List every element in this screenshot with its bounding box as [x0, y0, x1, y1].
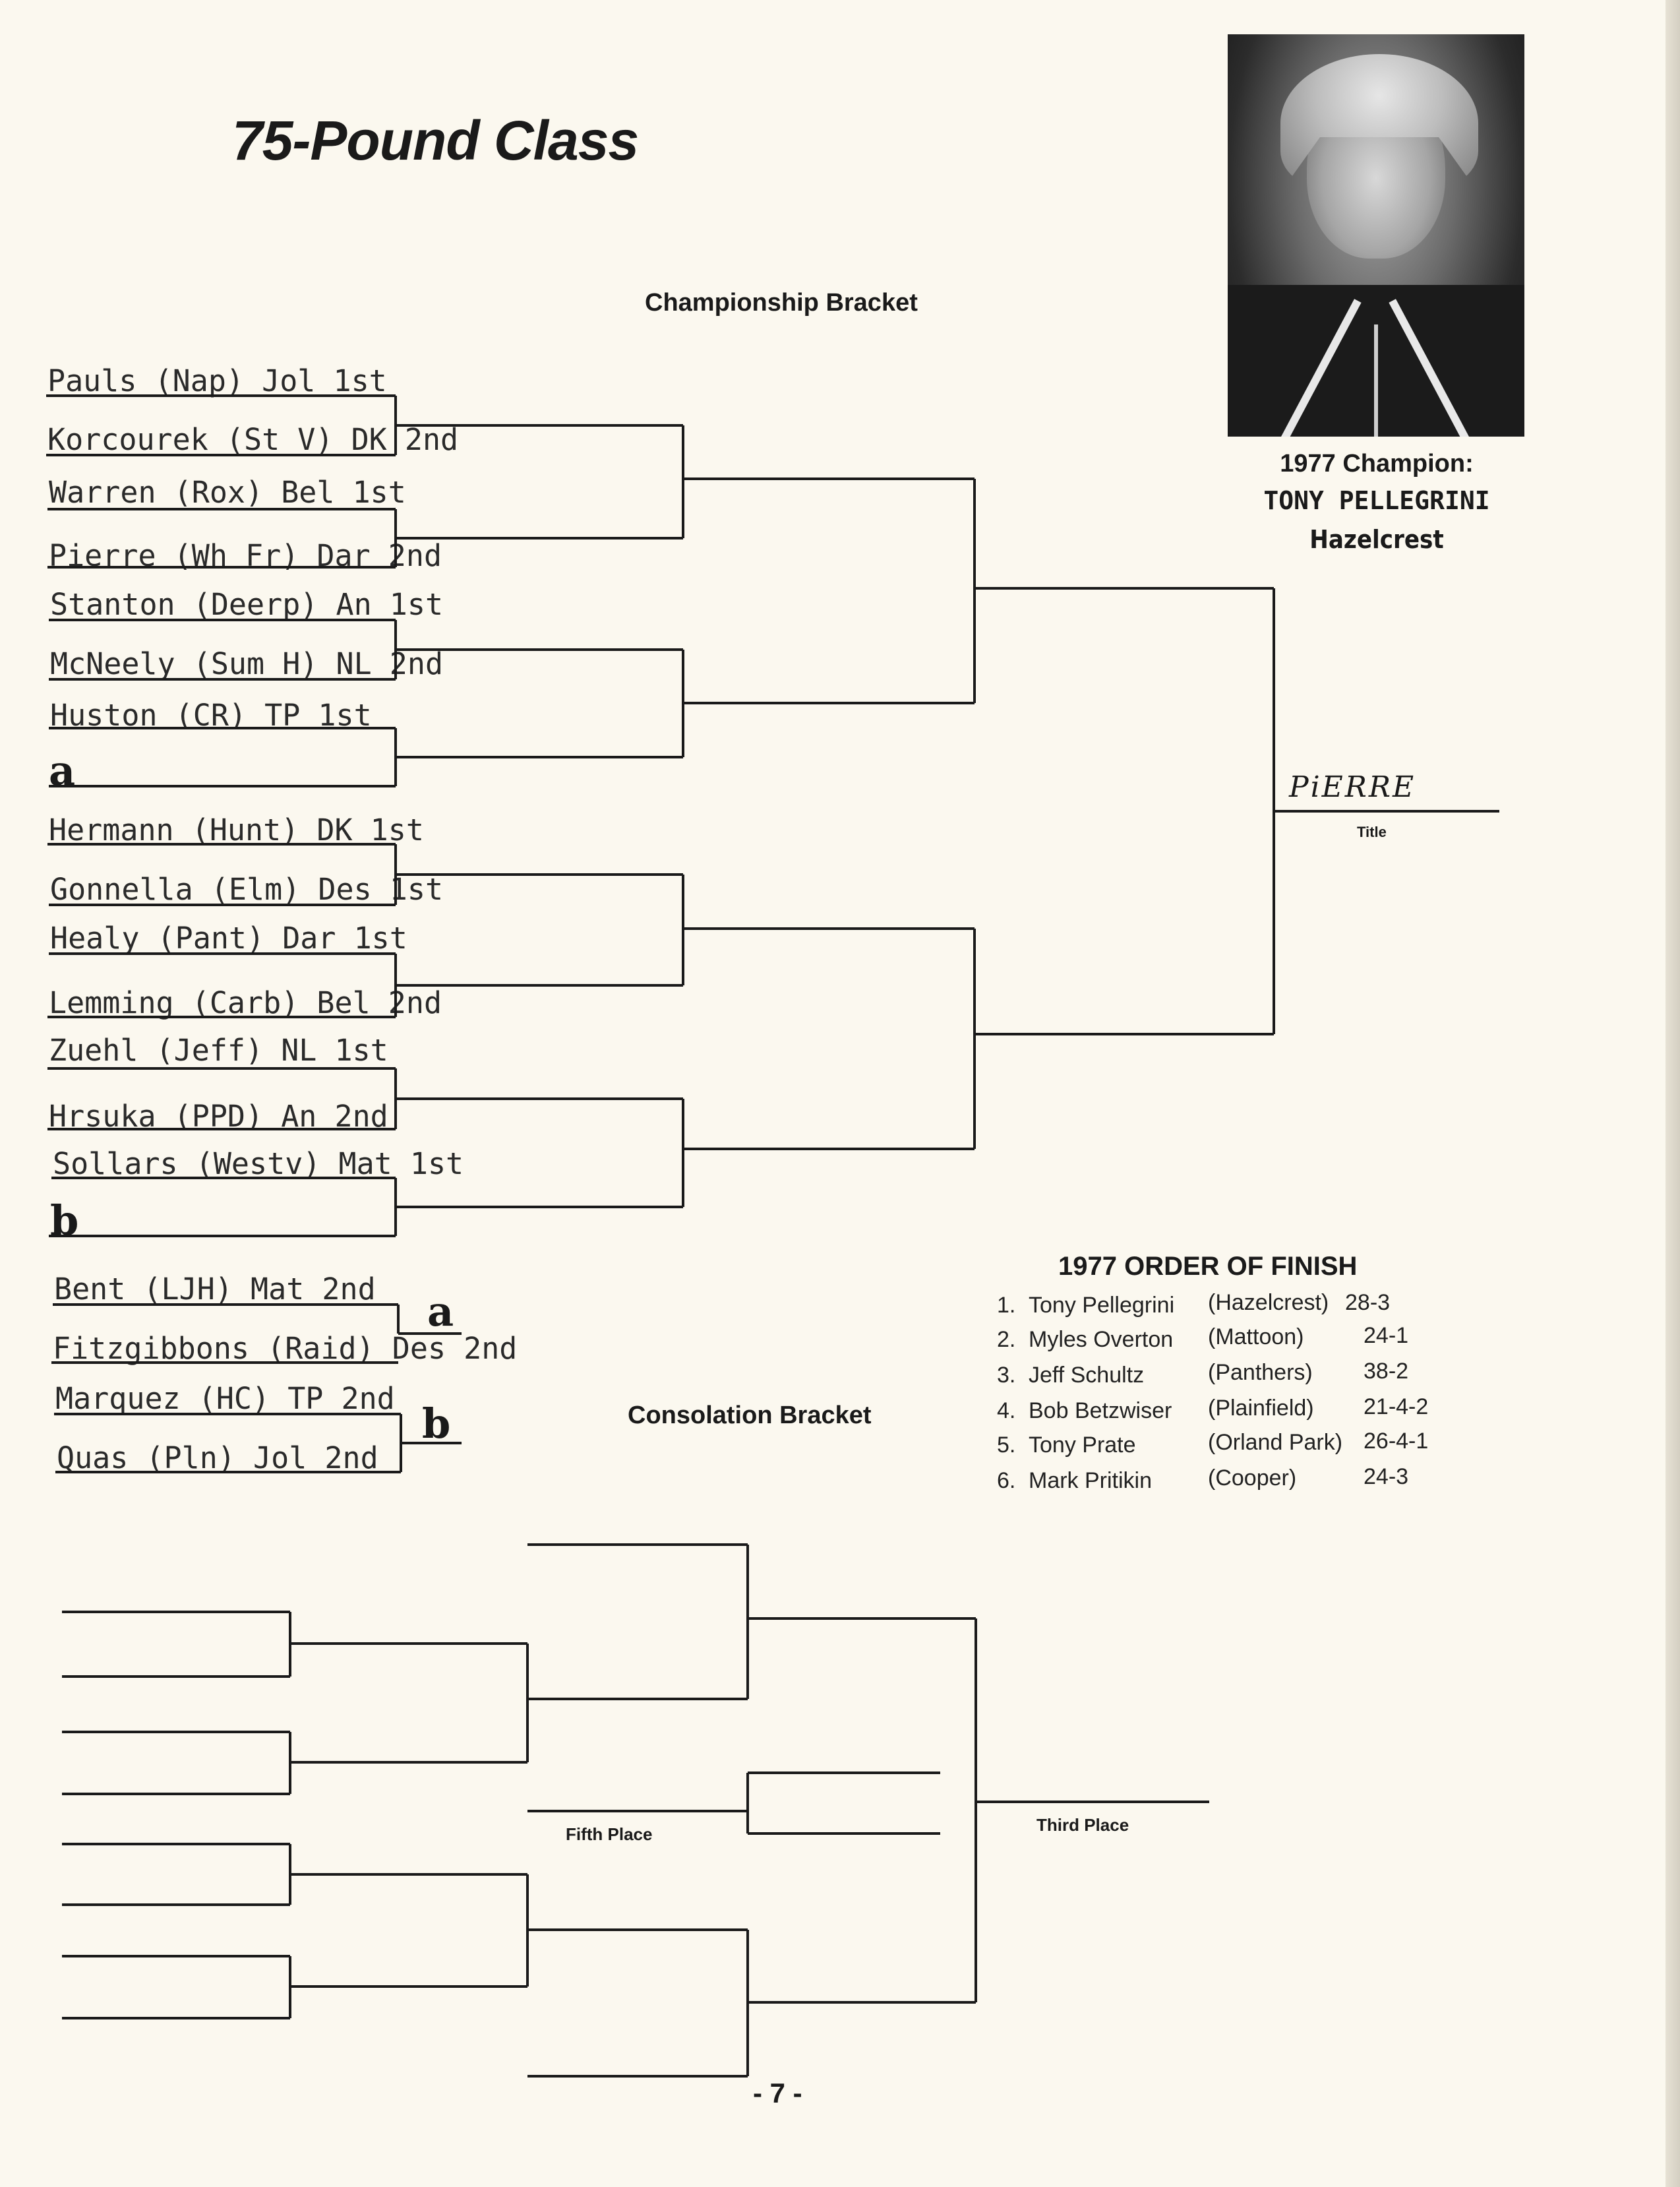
- bracket-entry: Stanton (Deerp) An 1st: [50, 587, 444, 622]
- finish-place: 6.: [997, 1468, 1016, 1493]
- consolation-bracket-label: Consolation Bracket: [628, 1402, 872, 1429]
- finish-record: 26-4-1: [1364, 1429, 1429, 1454]
- finish-name: Tony Pellegrini: [1029, 1293, 1175, 1318]
- seed-label-b: b: [50, 1196, 79, 1245]
- championship-bracket-label: Championship Bracket: [645, 289, 918, 317]
- third-place-label: Third Place: [1036, 1815, 1129, 1835]
- finish-team: (Cooper): [1208, 1465, 1297, 1491]
- title-caption: Title: [1357, 824, 1387, 840]
- finish-team: (Hazelcrest): [1208, 1290, 1329, 1315]
- finish-name: Mark Pritikin: [1029, 1468, 1153, 1493]
- title-winner: PiERRE: [1289, 770, 1416, 804]
- order-of-finish-title: 1977 ORDER OF FINISH: [1058, 1252, 1358, 1281]
- champion-name: TONY PELLEGRINI: [1263, 486, 1490, 515]
- finish-place: 4.: [997, 1398, 1016, 1423]
- bracket-entry: Gonnella (Elm) Des 1st: [50, 872, 444, 907]
- finish-record: 38-2: [1364, 1359, 1409, 1384]
- finish-place: 3.: [997, 1363, 1016, 1388]
- finish-place: 1.: [997, 1293, 1016, 1318]
- bracket-entry: Zuehl (Jeff) NL 1st: [49, 1033, 388, 1068]
- champion-school: Hazelcrest: [1309, 525, 1444, 554]
- bracket-entry: McNeely (Sum H) NL 2nd: [50, 646, 444, 681]
- seed-label-a: a: [49, 747, 76, 795]
- finish-team: (Orland Park): [1208, 1430, 1343, 1455]
- bracket-entry: Huston (CR) TP 1st: [50, 698, 372, 733]
- prelim-entry: Bent (LJH) Mat 2nd: [54, 1272, 376, 1307]
- finish-place: 5.: [997, 1432, 1016, 1458]
- finish-record: 24-3: [1364, 1464, 1409, 1489]
- fifth-place-label: Fifth Place: [566, 1824, 653, 1844]
- finish-record: 24-1: [1364, 1323, 1409, 1348]
- finish-place: 2.: [997, 1327, 1016, 1352]
- finish-record: 21-4-2: [1364, 1394, 1429, 1419]
- finish-name: Tony Prate: [1029, 1432, 1136, 1458]
- bracket-entry: Korcourek (St V) DK 2nd: [47, 422, 459, 457]
- finish-team: (Plainfield): [1208, 1396, 1314, 1421]
- bracket-entry: Healy (Pant) Dar 1st: [50, 921, 407, 956]
- bracket-entry: Pierre (Wh Fr) Dar 2nd: [49, 538, 442, 573]
- finish-name: Myles Overton: [1029, 1327, 1174, 1352]
- prelim-entry: Marquez (HC) TP 2nd: [55, 1381, 395, 1416]
- finish-record: 28-3: [1345, 1290, 1391, 1315]
- prelim-entry: Fitzgibbons (Raid) Des 2nd: [53, 1331, 518, 1366]
- page-title: 75-Pound Class: [232, 109, 639, 171]
- prelim-label-b: b: [422, 1400, 451, 1448]
- finish-name: Jeff Schultz: [1029, 1363, 1145, 1388]
- bracket-entry: Hermann (Hunt) DK 1st: [49, 813, 424, 847]
- bracket-entry: Pauls (Nap) Jol 1st: [47, 363, 387, 398]
- bracket-entry: Sollars (Westv) Mat 1st: [53, 1146, 464, 1181]
- prelim-entry: Quas (Pln) Jol 2nd: [57, 1440, 378, 1475]
- page-number: - 7 -: [753, 2078, 802, 2109]
- finish-team: (Panthers): [1208, 1360, 1313, 1385]
- bracket-entry: Lemming (Carb) Bel 2nd: [49, 985, 442, 1020]
- prelim-label-a: a: [427, 1287, 454, 1336]
- finish-team: (Mattoon): [1208, 1324, 1304, 1349]
- finish-name: Bob Betzwiser: [1029, 1398, 1172, 1423]
- bracket-entry: Warren (Rox) Bel 1st: [49, 475, 406, 510]
- champion-label: 1977 Champion:: [1280, 450, 1474, 477]
- bracket-entry: Hrsuka (PPD) An 2nd: [49, 1099, 388, 1134]
